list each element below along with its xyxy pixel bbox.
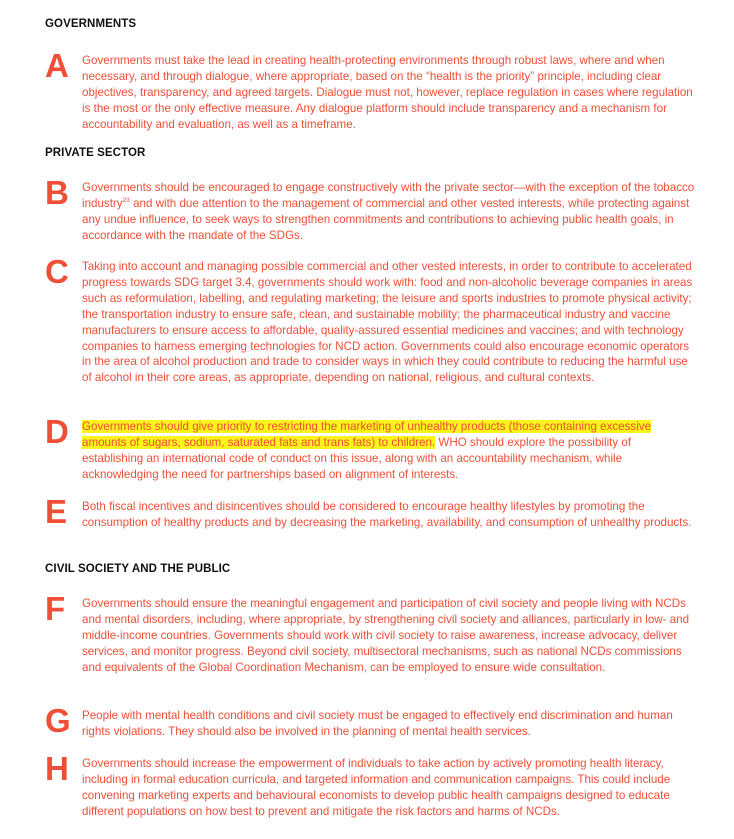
item-text: Governments should increase the empowerment of individuals to take action by actively promoting health literacy, including in formal education curricula, and targeted information and communication campaigns. This could include convening marketing experts and behavioural economists to develop public health campaigns designed to educate different populations on how best to prevent and mitigate the risk factors and harms of NCDs.	[82, 757, 671, 818]
item-letter: H	[45, 750, 69, 787]
section-heading-governments: GOVERNMENTS	[45, 18, 137, 30]
item-letter: D	[45, 413, 69, 450]
footnote-marker: 23	[122, 197, 130, 205]
highlighted-text: Governments should give priority to restricting the marketing of unhealthy products (those containing excessive amounts of sugars, sodium, saturated fats and trans fats) to children.	[82, 420, 652, 449]
item-letter: G	[45, 702, 71, 739]
item-letter: A	[45, 47, 69, 84]
recommendation-g	[45, 702, 695, 740]
recommendation-b	[45, 174, 695, 244]
recommendation-e	[45, 493, 695, 531]
item-text-part: Governments should be encouraged to engage constructively with the private sector—with the exception of the tobacco industry	[82, 181, 695, 210]
recommendation-h	[45, 750, 695, 820]
item-text	[82, 180, 695, 244]
item-letter: E	[45, 493, 68, 530]
recommendation-c	[45, 253, 695, 386]
recommendation-a	[45, 47, 695, 133]
section-heading-civil-society: CIVIL SOCIETY AND THE PUBLIC	[45, 563, 231, 575]
item-text: Taking into account and managing possible commercial and other vested interests, in order to contribute to accelerated progress towards SDG target 3.4, governments should work with: food and non-alcoholic beverage companies in areas such as reformulation, labelling, and regulating marketing; the leisure and sports industries to promote physical activity; the transportation industry to ensure safe, clean, and sustainable mobility; the pharmaceutical industry and vaccine manufacturers to ensure access to affordable, quality-assured essential medicines and vaccines; and with technology companies to harness emerging technologies for NCD action. Governments could also encourage economic operators in the area of alcohol production and trade to consider ways in which they could contribute to reducing the harmful use of alcohol in their core areas, as appropriate, depending on national, religious, and cultural contexts.	[82, 260, 693, 385]
item-letter: F	[45, 590, 66, 627]
section-heading-private-sector: PRIVATE SECTOR	[45, 147, 146, 159]
item-text: Both fiscal incentives and disincentives should be considered to encourage healthy lifestyles by promoting the consumption of healthy products and by decreasing the marketing, availability, and consumption of unhealthy products.	[82, 500, 692, 529]
item-text-part: and with due attention to the management of commercial and other vested interests, while protecting against any undue influence, to seek ways to strengthen commitments and contributions to achieving public health goals, in accordance with the mandate of the SDGs.	[82, 196, 690, 242]
recommendation-d	[45, 413, 695, 483]
item-letter: C	[45, 253, 69, 290]
item-text: Governments must take the lead in creating health-protecting environments through robust laws, where and when necessary, and through dialogue, where appropriate, based on the “health is the priority” principle, including clear objectives, transparency, and agreed targets. Dialogue must not, however, replace regulation in cases where regulation is the most or the only effective measure. Any dialogue platform should include transparency and a mechanism for accountability and evaluation, as well as a timeframe.	[82, 54, 693, 131]
item-text: People with mental health conditions and civil society must be engaged to effectively end discrimination and human rights violations. They should also be involved in the planning of mental health services.	[82, 709, 673, 738]
item-text	[82, 419, 695, 483]
recommendation-f	[45, 590, 695, 676]
item-text: Governments should ensure the meaningful engagement and participation of civil society and people living with NCDs and mental disorders, including, where appropriate, by strengthening civil society and alliances, particularly in low- and middle-income countries. Governments should work with civil society to raise awareness, increase advocacy, deliver services, and monitor progress. Beyond civil society, multisectoral mechanisms, such as national NCDs commissions and equivalents of the Global Coordination Mechanism, can be employed to ensure wide consultation.	[82, 597, 690, 674]
item-letter: B	[45, 174, 69, 211]
item-text-part: WHO should explore the possibility of establishing an international code of conduct on this issue, along with an accountability mechanism, while acknowledging the need for partnerships based on alignment of interests.	[82, 435, 632, 481]
